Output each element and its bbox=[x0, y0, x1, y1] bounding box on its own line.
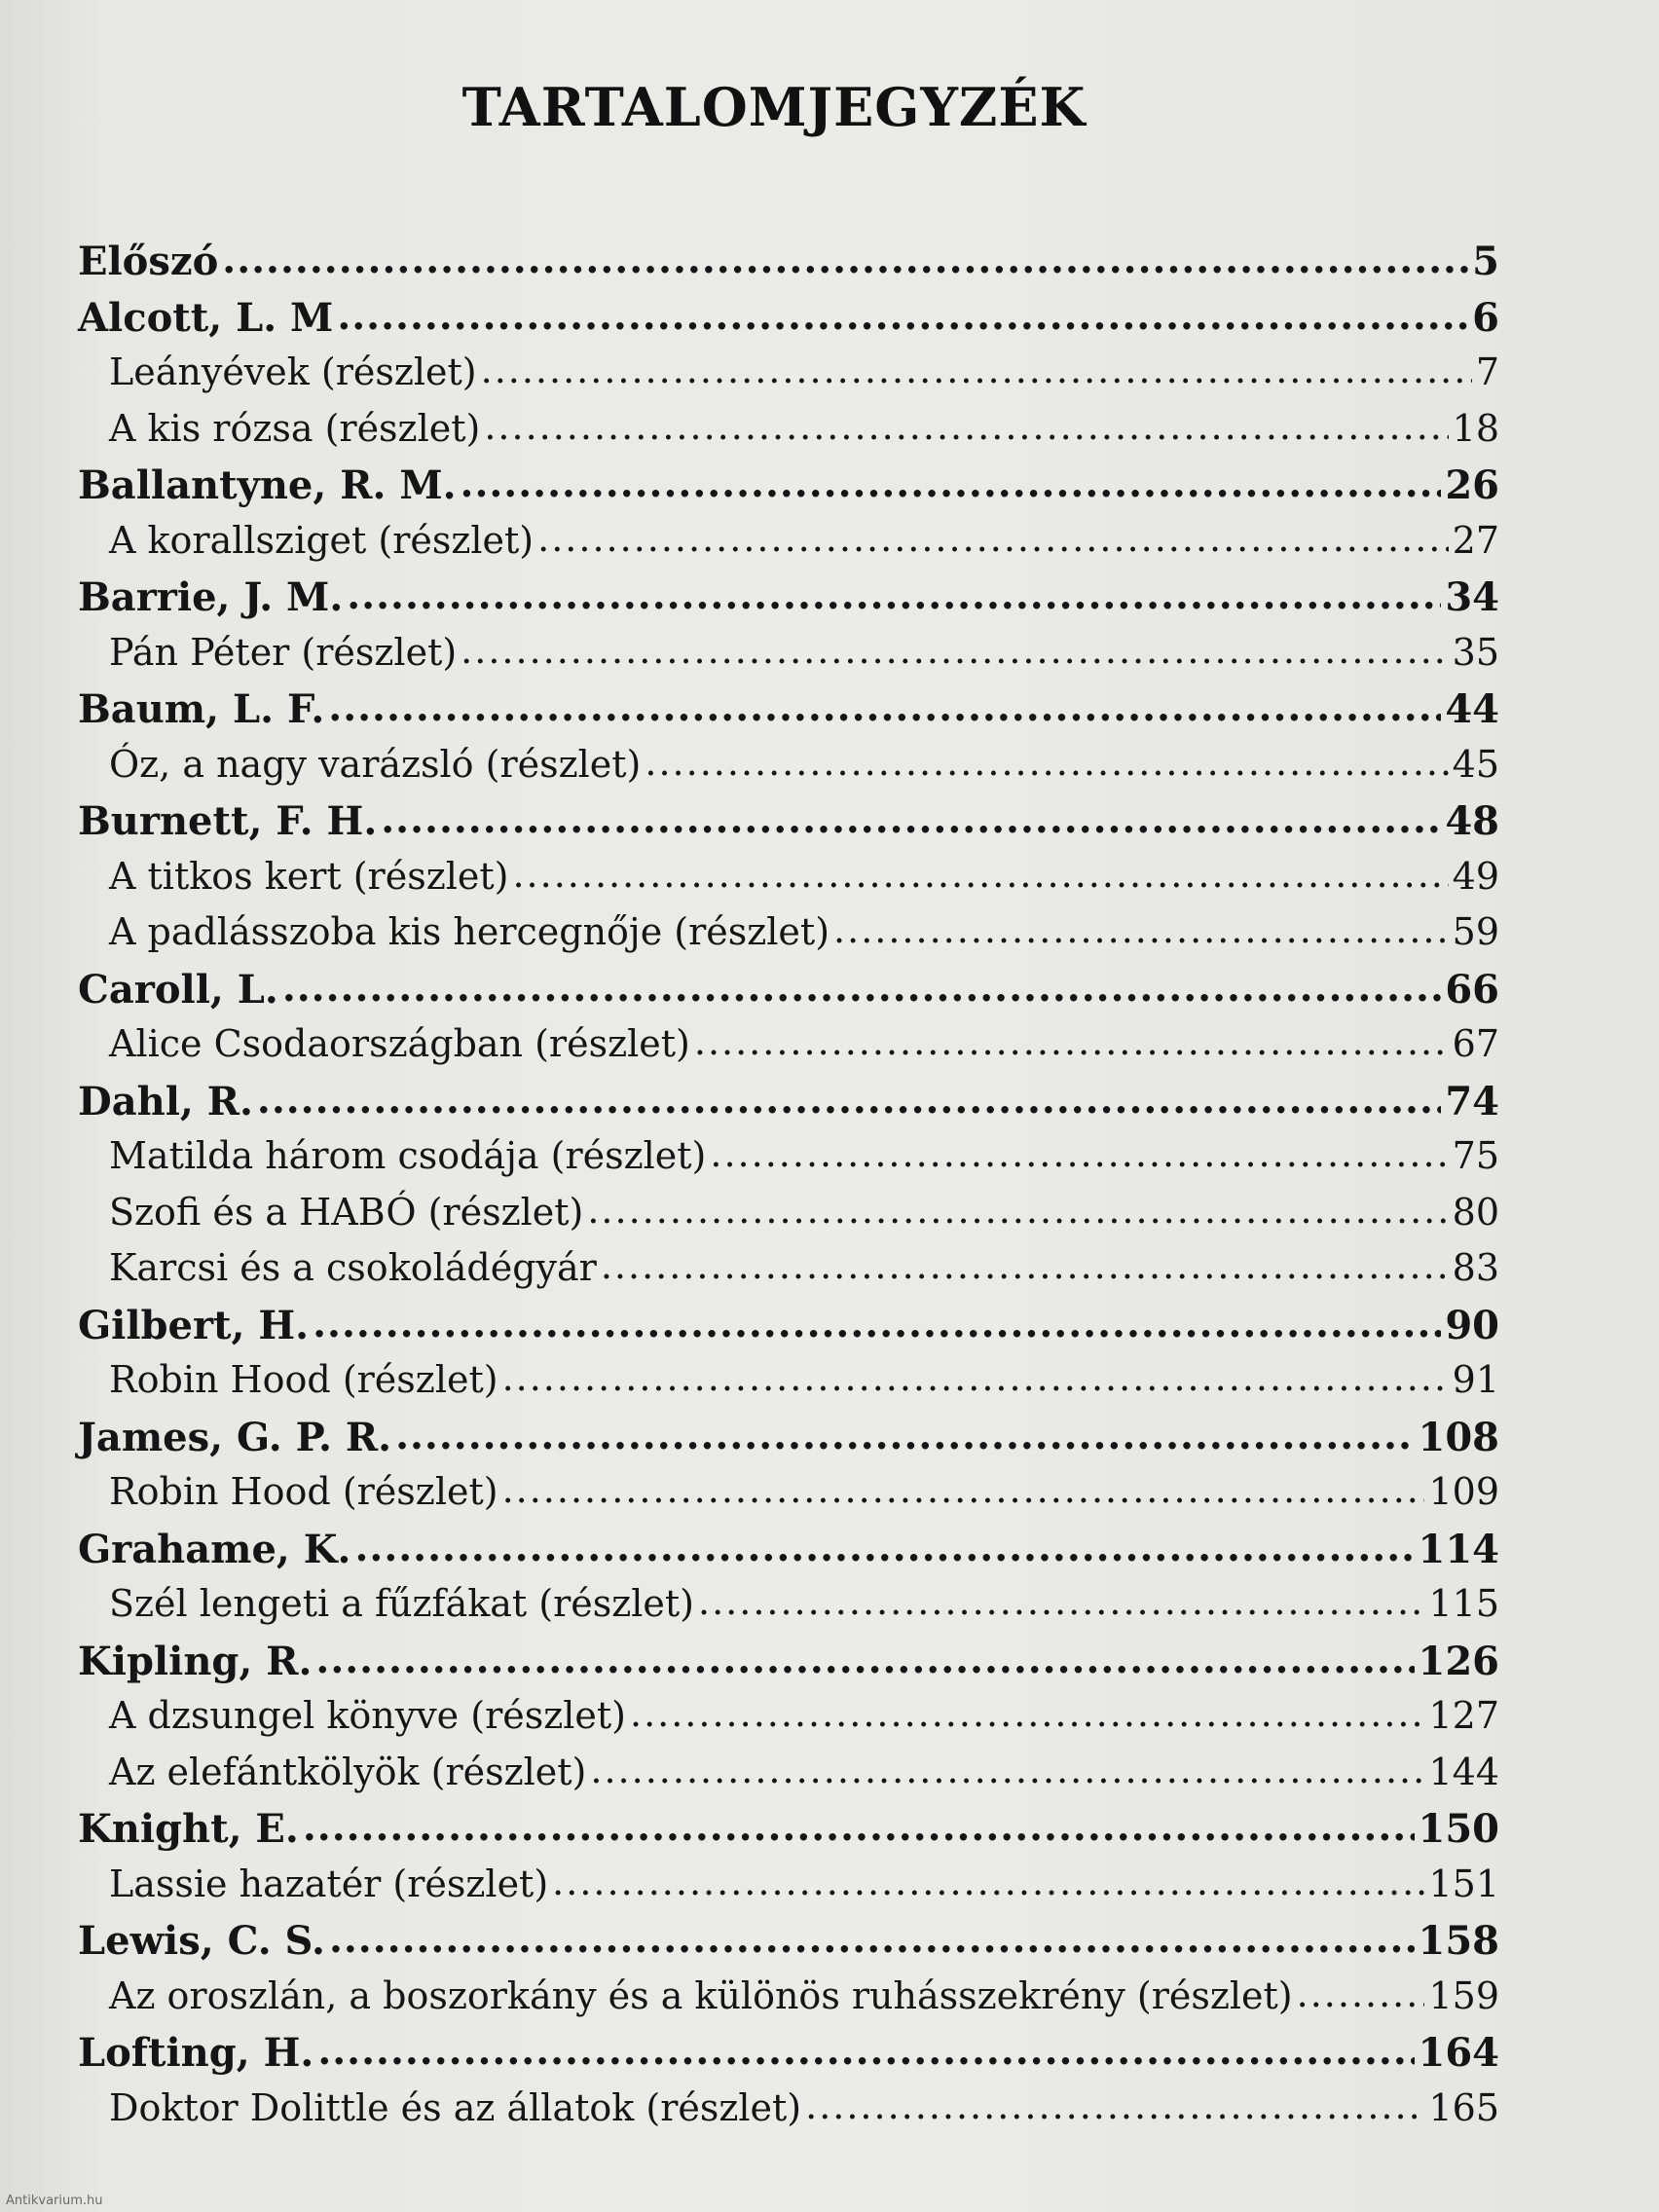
toc-page-number: 115 bbox=[1428, 1582, 1499, 1625]
toc-leader-dots bbox=[512, 853, 1448, 896]
toc-page-number: 80 bbox=[1452, 1190, 1499, 1234]
toc-leader-dots bbox=[537, 517, 1449, 560]
toc-page-number: 126 bbox=[1418, 1638, 1499, 1684]
toc-page-number: 109 bbox=[1428, 1470, 1499, 1513]
toc-entry-label: Caroll, L. bbox=[78, 966, 278, 1013]
toc-leader-dots bbox=[257, 1077, 1441, 1123]
toc-work-entry bbox=[78, 1246, 1499, 1303]
toc-entry-label: A korallsziget (részlet) bbox=[109, 518, 535, 562]
toc-entry-label: A kis rózsa (részlet) bbox=[109, 406, 481, 450]
toc-leader-dots bbox=[329, 1916, 1415, 1962]
toc-entry-label: Az oroszlán, a boszorkány és a különös ruhásszekrény (részlet) bbox=[109, 1973, 1293, 2017]
toc-page-number: 6 bbox=[1472, 294, 1499, 341]
page-title: TARTALOMJEGYZÉK bbox=[461, 76, 1087, 138]
toc-leader-dots bbox=[461, 461, 1442, 506]
toc-work-entry bbox=[78, 1694, 1499, 1751]
toc-page-number: 165 bbox=[1428, 2085, 1499, 2129]
toc-leader-dots bbox=[502, 1356, 1449, 1399]
toc-page-number: 159 bbox=[1428, 1973, 1499, 2017]
toc-page-number: 127 bbox=[1428, 1694, 1499, 1737]
toc-leader-dots bbox=[395, 1413, 1414, 1458]
toc-entry-label: Lofting, H. bbox=[78, 2030, 314, 2076]
toc-entry-label: Előszó bbox=[78, 239, 219, 284]
toc-leader-dots bbox=[710, 1132, 1448, 1175]
toc-page-number: 150 bbox=[1418, 1806, 1499, 1852]
toc-page-number: 91 bbox=[1452, 1358, 1499, 1401]
toc-entry-label: Karcsi és a csokoládégyár bbox=[109, 1246, 597, 1289]
toc-work-entry bbox=[78, 1022, 1499, 1079]
toc-entry-label: Gilbert, H. bbox=[78, 1302, 310, 1348]
toc-page-number: 48 bbox=[1445, 798, 1499, 844]
toc-page-number: 90 bbox=[1445, 1302, 1499, 1348]
toc-work-entry bbox=[78, 1582, 1499, 1639]
toc-leader-dots bbox=[590, 1749, 1424, 1791]
toc-author-entry bbox=[78, 239, 1499, 295]
toc-entry-label: A dzsungel könyve (részlet) bbox=[109, 1694, 626, 1737]
toc-page-number: 45 bbox=[1452, 742, 1499, 786]
toc-author-entry bbox=[78, 1639, 1499, 1695]
toc-entry-label: Robin Hood (részlet) bbox=[109, 1358, 498, 1401]
toc-author-entry bbox=[78, 1527, 1499, 1583]
toc-page-number: 67 bbox=[1452, 1022, 1499, 1065]
toc-entry-label: Knight, E. bbox=[78, 1806, 299, 1852]
toc-work-entry bbox=[78, 350, 1499, 407]
toc-entry-label: Ballantyne, R. M. bbox=[78, 462, 457, 508]
toc-page-number: 66 bbox=[1445, 966, 1499, 1013]
toc-work-entry bbox=[78, 519, 1499, 575]
toc-page-number: 5 bbox=[1472, 239, 1499, 284]
toc-page-number: 26 bbox=[1445, 462, 1499, 508]
toc-leader-dots bbox=[481, 349, 1472, 391]
toc-author-entry bbox=[78, 1079, 1499, 1135]
toc-entry-label: Baum, L. F. bbox=[78, 686, 325, 732]
toc-leader-dots bbox=[833, 908, 1449, 951]
toc-entry-label: Dahl, R. bbox=[78, 1078, 253, 1124]
toc-author-entry bbox=[78, 295, 1499, 351]
toc-page-number: 114 bbox=[1418, 1526, 1499, 1572]
toc-work-entry bbox=[78, 2086, 1499, 2143]
toc-leader-dots bbox=[282, 965, 1442, 1011]
toc-work-entry bbox=[78, 1134, 1499, 1191]
toc-page-number: 151 bbox=[1428, 1862, 1499, 1905]
toc-work-entry bbox=[78, 631, 1499, 687]
toc-author-entry bbox=[78, 1918, 1499, 1974]
toc-entry-label: Pán Péter (részlet) bbox=[109, 630, 458, 674]
toc-work-entry bbox=[78, 1470, 1499, 1527]
toc-leader-dots bbox=[484, 405, 1448, 448]
toc-leader-dots bbox=[630, 1692, 1424, 1735]
toc-author-entry bbox=[78, 1806, 1499, 1862]
toc-author-entry bbox=[78, 798, 1499, 855]
toc-leader-dots bbox=[315, 1637, 1414, 1682]
toc-page-number: 44 bbox=[1445, 686, 1499, 732]
toc-author-entry bbox=[78, 967, 1499, 1023]
toc-page-number: 75 bbox=[1452, 1134, 1499, 1177]
toc-entry-label: A padlásszoba kis hercegnője (részlet) bbox=[109, 910, 830, 953]
toc-entry-label: Matilda három csodája (részlet) bbox=[109, 1134, 707, 1177]
toc-leader-dots bbox=[694, 1020, 1449, 1063]
toc-entry-label: Lewis, C. S. bbox=[78, 1918, 325, 1964]
toc-entry-label: Barrie, J. M. bbox=[78, 574, 344, 620]
toc-work-entry bbox=[78, 1862, 1499, 1919]
toc-leader-dots bbox=[303, 1804, 1415, 1850]
toc-page-number: 18 bbox=[1452, 406, 1499, 450]
toc-author-entry bbox=[78, 462, 1499, 519]
toc-entry-label: Lassie hazatér (részlet) bbox=[109, 1862, 549, 1905]
toc-entry-label: James, G. P. R. bbox=[78, 1414, 392, 1460]
toc-page-number: 27 bbox=[1452, 518, 1499, 562]
toc-entry-label: Burnett, F. H. bbox=[78, 798, 378, 844]
toc-leader-dots bbox=[587, 1189, 1448, 1232]
toc-entry-label: Robin Hood (részlet) bbox=[109, 1470, 498, 1513]
toc-page-number: 7 bbox=[1475, 350, 1499, 393]
toc-page-number: 74 bbox=[1445, 1078, 1499, 1124]
toc-leader-dots bbox=[313, 1301, 1441, 1346]
toc-entry-label: Grahame, K. bbox=[78, 1526, 351, 1572]
toc-leader-dots bbox=[222, 237, 1468, 282]
toc-leader-dots bbox=[347, 572, 1441, 618]
toc-leader-dots bbox=[601, 1244, 1449, 1287]
toc-leader-dots bbox=[698, 1580, 1424, 1623]
toc-page-number: 144 bbox=[1428, 1750, 1499, 1793]
toc-entry-label: Szofi és a HABÓ (részlet) bbox=[109, 1190, 584, 1234]
toc-page-number: 108 bbox=[1418, 1414, 1499, 1460]
toc-page-number: 34 bbox=[1445, 574, 1499, 620]
toc-page-number: 164 bbox=[1418, 2030, 1499, 2076]
toc-page-number: 59 bbox=[1452, 910, 1499, 953]
toc-entry-label: Kipling, R. bbox=[78, 1638, 313, 1684]
toc-work-entry bbox=[78, 855, 1499, 911]
toc-leader-dots bbox=[354, 1525, 1414, 1570]
toc-author-entry bbox=[78, 2030, 1499, 2086]
toc-work-entry bbox=[78, 1358, 1499, 1415]
toc-page-number: 158 bbox=[1418, 1918, 1499, 1964]
toc-entry-label: Szél lengeti a fűzfákat (részlet) bbox=[109, 1582, 694, 1625]
toc-author-entry bbox=[78, 1303, 1499, 1359]
toc-leader-dots bbox=[328, 684, 1441, 730]
toc-leader-dots bbox=[1297, 1972, 1425, 2015]
toc-author-entry bbox=[78, 686, 1499, 743]
toc-author-entry bbox=[78, 574, 1499, 631]
toc-entry-label: Alice Csodaországban (részlet) bbox=[109, 1022, 690, 1065]
toc-work-entry bbox=[78, 1191, 1499, 1247]
toc-entry-label: Alcott, L. M bbox=[78, 294, 334, 341]
toc-leader-dots bbox=[381, 796, 1441, 842]
toc-entry-label: A titkos kert (részlet) bbox=[109, 854, 509, 898]
toc-author-entry bbox=[78, 1415, 1499, 1471]
toc-work-entry bbox=[78, 1974, 1499, 2031]
toc-leader-dots bbox=[552, 1861, 1424, 1903]
toc-work-entry bbox=[78, 407, 1499, 463]
toc-entry-label: Óz, a nagy varázsló (részlet) bbox=[109, 742, 642, 786]
toc-entry-label: Leányévek (részlet) bbox=[109, 350, 477, 393]
toc-page-number: 35 bbox=[1452, 630, 1499, 674]
toc-leader-dots bbox=[317, 2028, 1414, 2074]
toc-work-entry bbox=[78, 1751, 1499, 1807]
toc-entry-label: Doktor Dolittle és az állatok (részlet) bbox=[109, 2085, 802, 2129]
toc-work-entry bbox=[78, 743, 1499, 799]
watermark: Antikvarium.hu bbox=[6, 2194, 103, 2208]
toc-page-number: 49 bbox=[1452, 854, 1499, 898]
toc-leader-dots bbox=[502, 1468, 1425, 1511]
toc-entry-label: Az elefántkölyök (részlet) bbox=[109, 1750, 587, 1793]
toc-leader-dots bbox=[645, 741, 1448, 784]
toc-leader-dots bbox=[461, 629, 1448, 672]
table-of-contents bbox=[78, 239, 1499, 2142]
toc-leader-dots bbox=[805, 2084, 1424, 2127]
toc-leader-dots bbox=[337, 293, 1468, 339]
toc-work-entry bbox=[78, 910, 1499, 967]
toc-page-number: 83 bbox=[1452, 1246, 1499, 1289]
